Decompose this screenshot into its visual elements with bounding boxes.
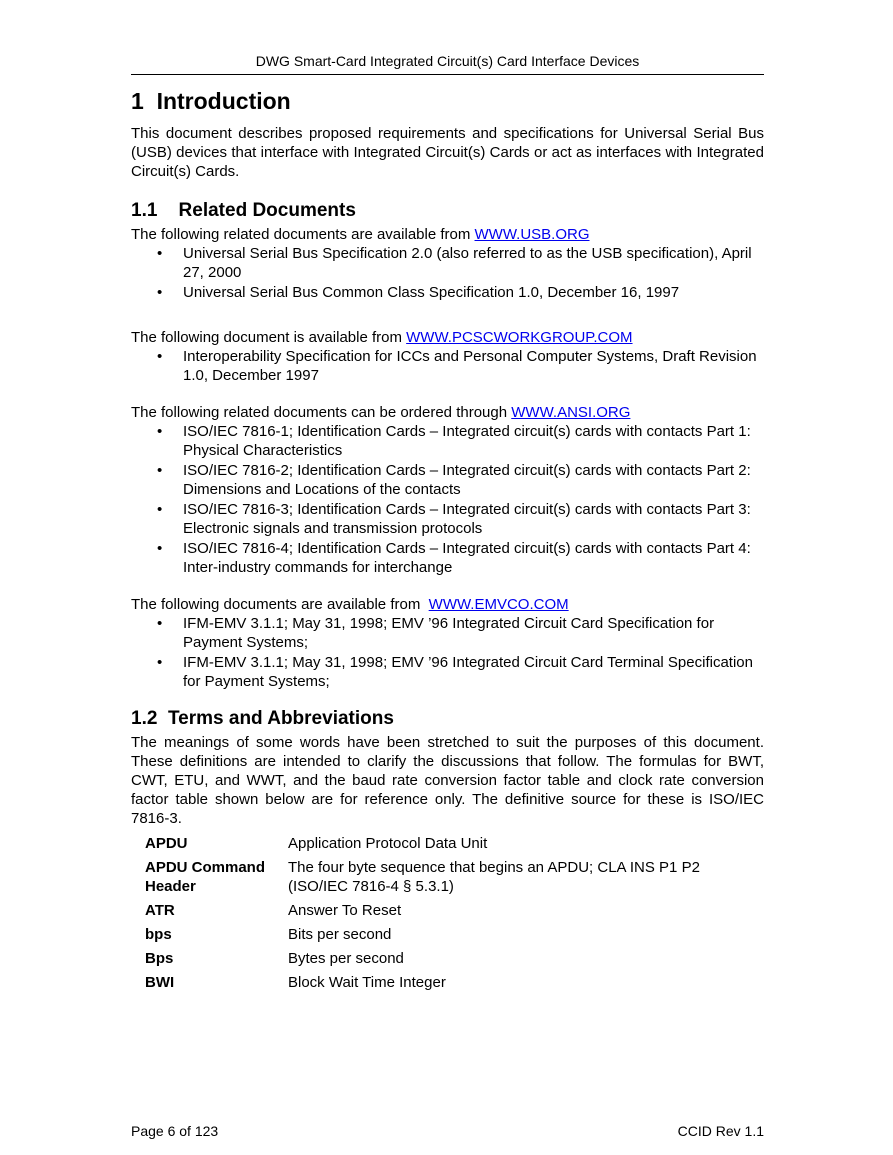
term: ATR (145, 902, 175, 919)
ansi-link[interactable]: WWW.ANSI.ORG (511, 404, 631, 421)
term-row (131, 858, 764, 896)
section-number: 1 (131, 88, 144, 114)
section-1-1-heading (131, 199, 764, 223)
term-definition: Bits per second (288, 926, 392, 943)
header-rule (131, 74, 764, 75)
ansi-docs-list (131, 422, 764, 577)
term-row (131, 901, 764, 920)
pcsc-docs-list (131, 347, 764, 385)
running-header: DWG Smart-Card Integrated Circuit(s) Card Interface Devices (255, 53, 640, 69)
term-row (131, 973, 764, 992)
related-docs-lead: The following document is available from WWW.PCSCWORKGROUP.COM (131, 329, 633, 346)
emvco-docs-list (131, 614, 764, 691)
section-1-heading (131, 86, 764, 116)
related-docs-lead: The following related documents are available from WWW.USB.ORG (131, 226, 590, 243)
term-row (131, 834, 764, 853)
usb-docs-list (131, 244, 764, 302)
list-item: • Interoperability Specification for ICCs and Personal Computer Systems, Draft Revision 1.0, December 1997 (157, 348, 757, 384)
list-item: • Universal Serial Bus Specification 2.0 (also referred to as the USB specification), April 27, 2000 (157, 245, 752, 281)
list-item: • Universal Serial Bus Common Class Specification 1.0, December 16, 1997 (157, 284, 680, 301)
intro-paragraph: This document describes proposed requirements and specifications for Universal Serial Bus (USB) devices that interface with Integrated Circuit(s) Cards or act as interfaces with Integrated Circuit(s) Cards. (131, 125, 764, 180)
list-item: • ISO/IEC 7816-4; Identification Cards – Integrated circuit(s) cards with contacts Part 4: Inter-industry commands for interchange (157, 540, 751, 576)
term: APDU Command Header (145, 859, 266, 895)
related-docs-lead: The following related documents can be ordered through WWW.ANSI.ORG (131, 404, 631, 421)
term: Bps (145, 950, 174, 967)
section-title: Related Documents (178, 200, 356, 221)
page-content (131, 86, 764, 997)
related-docs-lead: The following documents are available from WWW.EMVCO.COM (131, 596, 569, 613)
usb-org-link[interactable]: WWW.USB.ORG (474, 226, 590, 243)
pcsc-link[interactable]: WWW.PCSCWORKGROUP.COM (406, 329, 633, 346)
term-row (131, 925, 764, 944)
section-title: Terms and Abbreviations (167, 708, 394, 729)
list-item: • ISO/IEC 7816-2; Identification Cards – Integrated circuit(s) cards with contacts Part 2: Dimensions and Locations of the contacts (157, 462, 751, 498)
terms-intro-paragraph: The meanings of some words have been stretched to suit the purposes of this document. These definitions are intended to clarify the discussions that follow. The formulas for BWT, CWT, ETU, and WWT, and the baud rate conversion factor table and clock rate conversion factor table shown below are for reference only. The definitive source for these is ISO/IEC 7816-3. (131, 734, 764, 827)
term: APDU (145, 835, 188, 852)
list-item: • IFM-EMV 3.1.1; May 31, 1998; EMV ’96 Integrated Circuit Card Specification for Payment Systems; (157, 615, 715, 651)
term: BWI (145, 974, 175, 991)
list-item: • ISO/IEC 7816-3; Identification Cards – Integrated circuit(s) cards with contacts Part 3: Electronic signals and transmission protocols (157, 501, 751, 537)
term-row (131, 949, 764, 968)
term-definition: The four byte sequence that begins an APDU; CLA INS P1 P2 (ISO/IEC 7816-4 § 5.3.1) (288, 859, 700, 895)
term-definition: Answer To Reset (288, 902, 402, 919)
section-number: 1.2 (131, 708, 158, 729)
list-item: • IFM-EMV 3.1.1; May 31, 1998; EMV ’96 Integrated Circuit Card Terminal Specification for Payment Systems; (157, 654, 753, 690)
document-revision: CCID Rev 1.1 (677, 1123, 764, 1139)
term-definition: Application Protocol Data Unit (288, 835, 488, 852)
term-definition: Block Wait Time Integer (288, 974, 446, 991)
document-page (131, 0, 764, 1155)
section-number: 1.1 (131, 200, 158, 221)
list-item: • ISO/IEC 7816-1; Identification Cards – Integrated circuit(s) cards with contacts Part 1: Physical Characteristics (157, 423, 751, 459)
section-1-2-heading (131, 707, 764, 731)
emvco-link[interactable]: WWW.EMVCO.COM (428, 596, 569, 613)
section-title: Introduction (156, 88, 291, 114)
terms-table (131, 834, 764, 992)
page-number: Page 6 of 123 (131, 1123, 219, 1139)
term-definition: Bytes per second (288, 950, 404, 967)
term: bps (145, 926, 172, 943)
